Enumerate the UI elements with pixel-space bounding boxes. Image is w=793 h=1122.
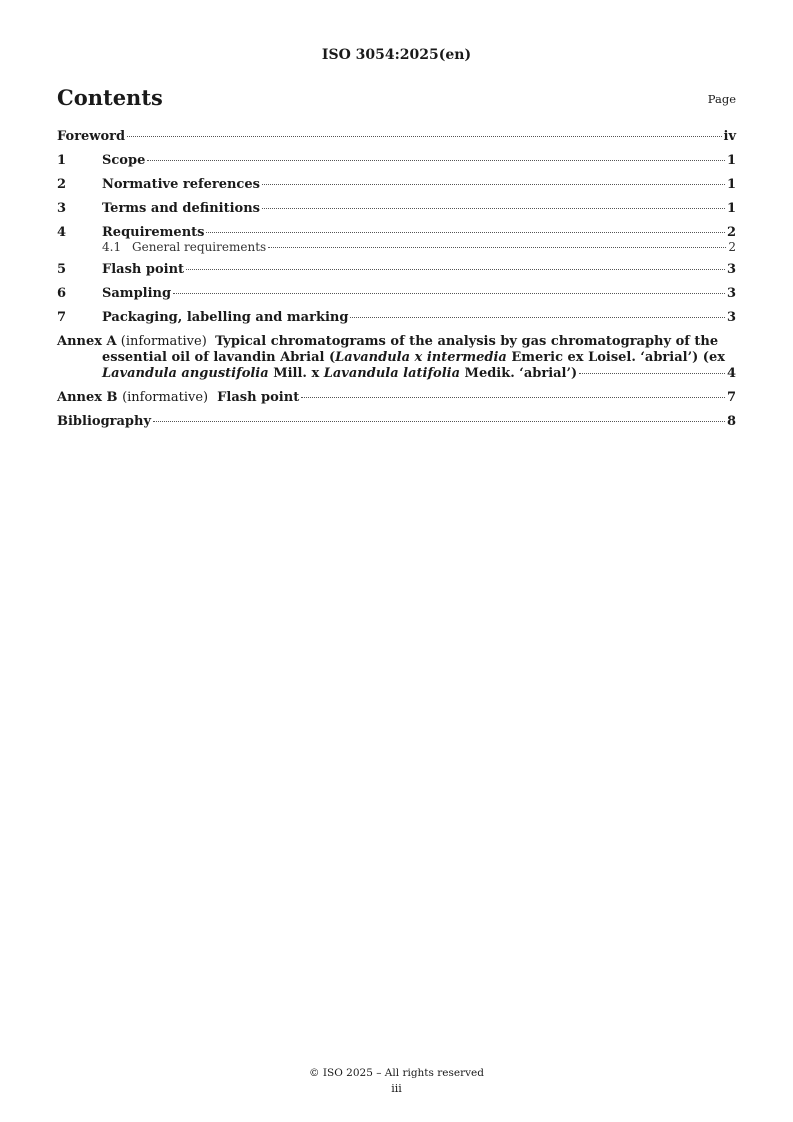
toc-entry-title: Foreword bbox=[57, 129, 126, 144]
annex-label: Annex B bbox=[57, 390, 118, 405]
toc-entry-number: 7 bbox=[57, 310, 67, 325]
toc-entry-title: Packaging, labelling and marking bbox=[102, 310, 349, 325]
toc-entry-annex-a[interactable] bbox=[57, 334, 736, 382]
dot-leader bbox=[262, 208, 725, 209]
dot-leader bbox=[268, 247, 726, 248]
toc-entry-page: 7 bbox=[726, 390, 736, 405]
toc-entry-page: 4 bbox=[726, 366, 736, 381]
annex-label: Annex A bbox=[57, 334, 117, 349]
toc-entry-number: 1 bbox=[57, 153, 67, 168]
toc-entry-sampling[interactable] bbox=[57, 286, 736, 302]
page-column-label: Page bbox=[707, 92, 736, 106]
contents-heading: Contents bbox=[57, 85, 163, 110]
dot-leader bbox=[262, 184, 725, 185]
toc-entry-number: 2 bbox=[57, 177, 67, 192]
table-of-contents bbox=[57, 129, 736, 430]
toc-entry-page: 1 bbox=[726, 177, 736, 192]
annex-title-text: Mill. x bbox=[268, 366, 324, 381]
toc-entry-normative-references[interactable] bbox=[57, 177, 736, 193]
toc-entry-title: Flash point bbox=[102, 262, 185, 277]
dot-leader bbox=[127, 136, 721, 137]
annex-title-line-3 bbox=[57, 366, 577, 382]
annex-title-text: essential oil of lavandin Abrial ( bbox=[102, 350, 336, 365]
annex-title-italic-species: Lavandula latifolia bbox=[323, 366, 461, 381]
toc-entry-requirements[interactable] bbox=[57, 225, 736, 241]
toc-entry-foreword[interactable] bbox=[57, 129, 736, 145]
annex-title: Flash point bbox=[217, 390, 300, 405]
dot-leader bbox=[173, 293, 725, 294]
toc-entry-page: iv bbox=[723, 129, 736, 144]
toc-entry-page: 3 bbox=[726, 262, 736, 277]
dot-leader bbox=[206, 232, 724, 233]
toc-entry-scope[interactable] bbox=[57, 153, 736, 169]
toc-entry-number: 4 bbox=[57, 225, 67, 240]
annex-title-italic-species: Lavandula angustifolia bbox=[102, 366, 269, 381]
toc-entry-number: 4.1 bbox=[102, 240, 122, 254]
toc-entry-annex-b[interactable] bbox=[57, 390, 736, 406]
toc-entry-packaging[interactable] bbox=[57, 310, 736, 326]
copyright-notice: © ISO 2025 – All rights reserved bbox=[309, 1067, 484, 1079]
dot-leader bbox=[301, 397, 725, 398]
toc-entry-page: 8 bbox=[726, 414, 736, 429]
toc-entry-page: 3 bbox=[726, 286, 736, 301]
dot-leader bbox=[350, 317, 725, 318]
dot-leader bbox=[579, 373, 725, 374]
annex-title-line-1: Typical chromatograms of the analysis by gas chromatography of the bbox=[215, 334, 719, 349]
document-id-header: ISO 3054:2025(en) bbox=[321, 47, 472, 63]
toc-entry-bibliography[interactable] bbox=[57, 414, 736, 430]
dot-leader bbox=[153, 421, 725, 422]
toc-entry-title: Normative references bbox=[102, 177, 260, 192]
toc-entry-title: Bibliography bbox=[57, 414, 152, 429]
toc-entry-number: 6 bbox=[57, 286, 67, 301]
toc-entry-page: 2 bbox=[726, 225, 736, 240]
toc-entry-title: Scope bbox=[102, 153, 146, 168]
toc-entry-title: General requirements bbox=[132, 240, 267, 254]
toc-entry-page: 2 bbox=[728, 240, 736, 254]
toc-entry-page: 3 bbox=[726, 310, 736, 325]
toc-entry-number: 5 bbox=[57, 262, 67, 277]
annex-title-text: Emeric ex Loisel. ‘abrial’) (ex bbox=[506, 350, 725, 365]
annex-informative-tag: (informative) bbox=[120, 334, 207, 349]
annex-title-italic-species: Lavandula x intermedia bbox=[335, 350, 507, 365]
annex-title-line-2 bbox=[57, 350, 736, 366]
toc-entry-flash-point[interactable] bbox=[57, 262, 736, 278]
annex-informative-tag: (informative) bbox=[122, 390, 209, 405]
toc-entry-page: 1 bbox=[726, 201, 736, 216]
dot-leader bbox=[147, 160, 725, 161]
toc-entry-number: 3 bbox=[57, 201, 67, 216]
dot-leader bbox=[186, 269, 725, 270]
page-number: iii bbox=[391, 1082, 402, 1095]
page-footer bbox=[0, 1066, 793, 1096]
toc-entry-title: Sampling bbox=[102, 286, 172, 301]
annex-title-text: Medik. ‘abrial’) bbox=[460, 366, 578, 381]
toc-entry-page: 1 bbox=[726, 153, 736, 168]
toc-entry-title: Requirements bbox=[102, 225, 205, 240]
annex-b-heading bbox=[57, 390, 299, 406]
toc-entry-title: Terms and definitions bbox=[102, 201, 260, 216]
toc-entry-terms-and-definitions[interactable] bbox=[57, 201, 736, 217]
toc-subentry-general-requirements[interactable] bbox=[57, 241, 736, 254]
